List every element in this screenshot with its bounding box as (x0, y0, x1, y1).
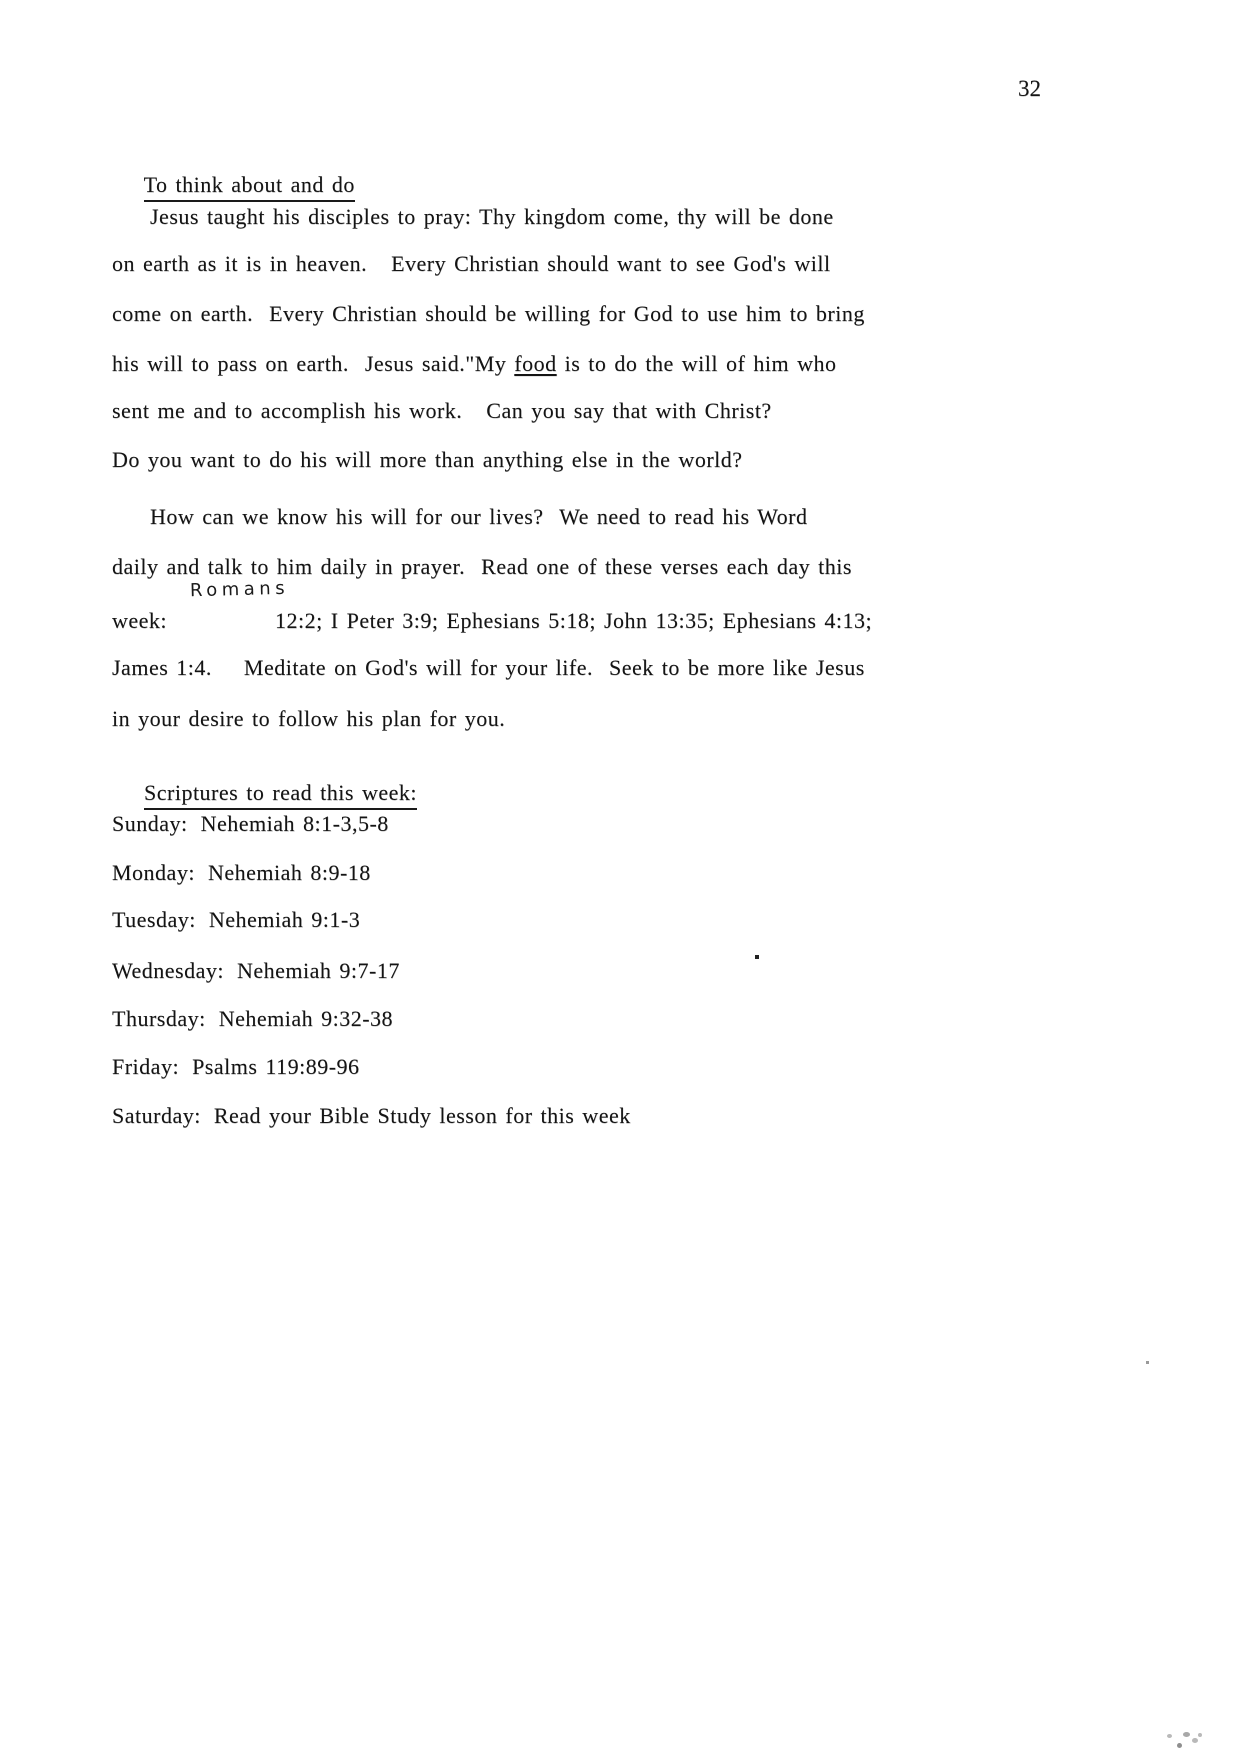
paragraph1-line3: come on earth. Every Christian should be willing for God to use him to bring (112, 301, 865, 326)
section-heading-text: To think about and do (144, 172, 355, 202)
verse-references: 12:2; I Peter 3:9; Ephesians 5:18; John 13:35; Ephesians 4:13; (275, 608, 873, 633)
paragraph2-line2: daily and talk to him daily in prayer. Read one of these verses each day this (112, 554, 852, 579)
paragraph1-line5: sent me and to accomplish his work. Can you say that with Christ? (112, 398, 772, 423)
scan-smudge (1165, 1730, 1209, 1752)
scripture-day-saturday (112, 1102, 631, 1130)
paragraph1-line2: on earth as it is in heaven. Every Christian should want to see God's will (112, 251, 831, 276)
day-reading: Nehemiah 8:9-18 (207, 860, 371, 885)
paragraph2-line1: How can we know his will for our lives? We need to read his Word (150, 504, 808, 529)
day-label: Sunday: (112, 811, 188, 836)
paragraph1-line4 (112, 350, 836, 378)
scan-speck (755, 955, 759, 959)
paragraph1-line1: Jesus taught his disciples to pray: Thy kingdom come, thy will be done (150, 204, 834, 229)
scripture-day-thursday (112, 1005, 393, 1033)
day-label: Monday: (112, 860, 195, 885)
day-reading: Psalms 119:89-96 (192, 1054, 360, 1079)
day-reading: Nehemiah 9:32-38 (218, 1006, 394, 1031)
scripture-day-sunday (112, 810, 389, 838)
paragraph2-line4: James 1:4. Meditate on God's will for your life. Seek to be more like Jesus (112, 655, 865, 680)
day-label: Tuesday: (112, 907, 196, 932)
scripture-day-wednesday (112, 957, 400, 985)
paragraph1-line6: Do you want to do his will more than anything else in the world? (112, 447, 743, 472)
paragraph2-line5: in your desire to follow his plan for you. (112, 706, 506, 731)
day-reading: Read your Bible Study lesson for this week (213, 1103, 631, 1128)
paragraph2-week-line (112, 607, 872, 635)
paragraph1-line4-post: is to do the will of him who (556, 351, 837, 376)
day-label: Saturday: (112, 1103, 201, 1128)
day-label: Wednesday: (112, 958, 224, 983)
scripture-day-friday (112, 1053, 360, 1081)
page-number: 32 (1018, 76, 1041, 101)
day-reading: Nehemiah 9:7-17 (236, 958, 400, 983)
scan-speck (1146, 1361, 1149, 1364)
day-reading: Nehemiah 8:1-3,5-8 (200, 811, 389, 836)
scriptures-heading-text: Scriptures to read this week: (144, 780, 417, 810)
day-reading: Nehemiah 9:1-3 (208, 907, 361, 932)
day-label: Thursday: (112, 1006, 206, 1031)
week-label: week: (112, 608, 168, 633)
underlined-word-food: food (514, 351, 557, 376)
day-label: Friday: (112, 1054, 180, 1079)
paragraph1-line4-pre: his will to pass on earth. Jesus said."My (112, 351, 515, 376)
scripture-day-tuesday (112, 906, 360, 934)
handwritten-annotation-romans: Romans (189, 577, 290, 602)
scripture-day-monday (112, 859, 371, 887)
